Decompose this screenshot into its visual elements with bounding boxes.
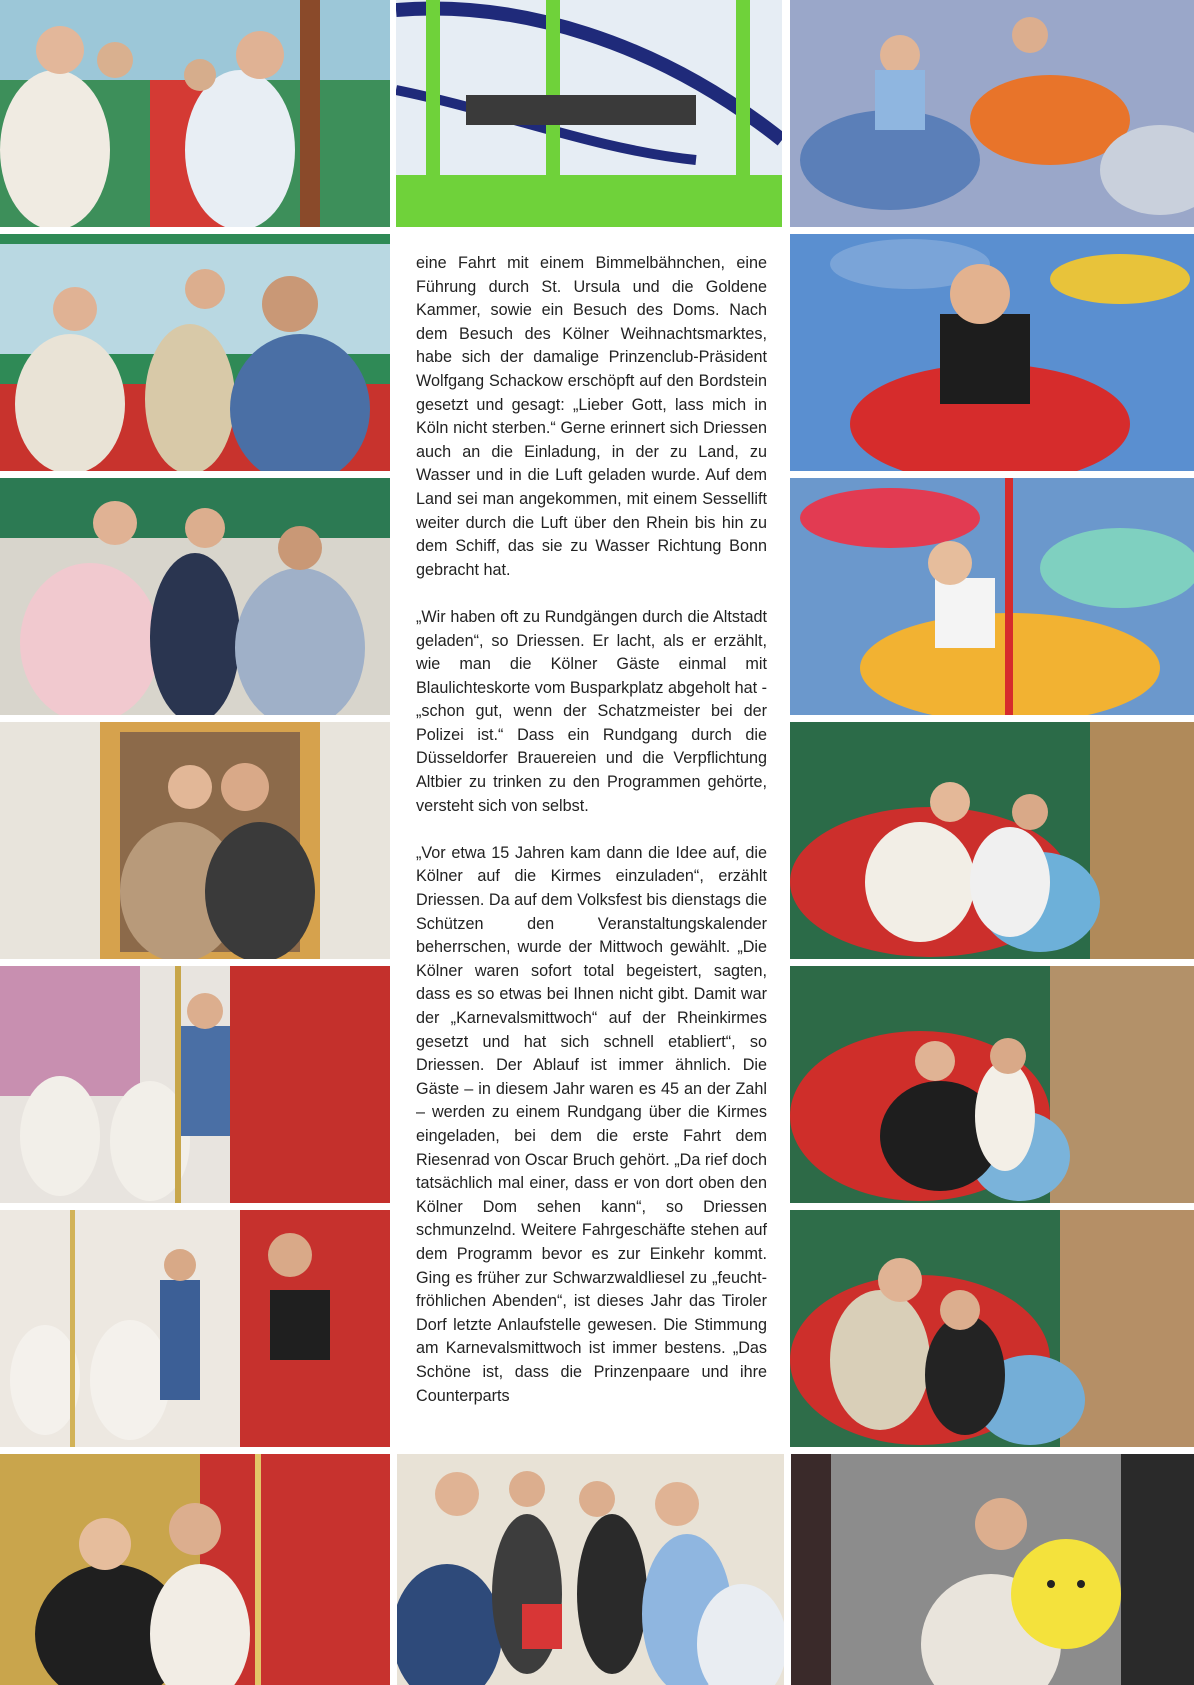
photo-bumper-car-driver-woman [790,478,1194,715]
photo-carousel-horses-group [0,1210,390,1447]
photo-image [790,1210,1194,1447]
photo-image [790,234,1194,471]
photo-swing-ride-men [790,1210,1194,1447]
photo-image [0,1210,390,1447]
article-paragraph-1: eine Fahrt mit einem Bimmelbähnchen, eine Führung durch St. Ursula und die Goldene Kammer, sowie ein Besuch des Doms. Nach dem Besuch des Kölner Weihnachtsmarktes, habe sich der damalige Prinzenclub-Präsident Wolfgang Schackow erschöpft auf den Bordstein gesetzt und gesagt: „Lieber Gott, lass mich in Köln nicht sterben.“ Gerne erinnert sich Driessen auch an die Einladung, in der zu Land, zu Wasser und in die Luft geladen wurde. Auf dem Land sei man angekommen, mit einem Sessellift weiter durch die Luft über den Rhein bis hin zu dem Schiff, das sie zu Wasser Richtung Bonn gebracht hat. [416,254,767,579]
photo-carousel-seat-couple [0,722,390,959]
photo-carousel-couple [0,1454,390,1685]
photo-image [397,1454,784,1685]
photo-image [396,0,782,227]
photo-bumper-cars-men [790,0,1194,227]
photo-image [790,722,1194,959]
photo-ferris-wheel-gondola-group [0,0,390,227]
photo-image [0,234,390,471]
photo-bumper-car-driver-man [790,234,1194,471]
photo-image [0,1454,390,1685]
photo-image [0,0,390,227]
photo-ferris-wheel-gondola-three-men [0,234,390,471]
photo-image [0,722,390,959]
photo-image [0,966,390,1203]
photo-image [791,1454,1194,1685]
article-body [416,252,767,1408]
photo-image [0,478,390,715]
photo-roller-coaster [396,0,782,227]
article-paragraph-3: „Vor etwa 15 Jahren kam dann die Idee auf, die Kölner auf die Kirmes einzuladen“, erzählt Driessen. Da auf dem Volksfest bis dienstags die Schützen den Veranstaltungskalender beherrschen, wurde der Mittwoch gewählt. „Die Kölner waren sofort total begeistert, sagten, dass es so etwas bei Ihnen nicht gibt. Damit war der „Karnevalsmittwoch“ auf der Rheinkirmes gesetzt und hat sich schnell etabliert“, so Driessen. Der Ablauf ist immer ähnlich. Die Gäste – in diesem Jahr waren es 45 an der Zahl – werden zu einem Rundgang über die Kirmes eingeladen, bei dem die erste Fahrt dem Riesenrad von Oscar Bruch gehört. „Da rief doch tatsächlich mal einer, dass er von dort oben den Kölner Dom sehen kann“, so Driessen schmunzelnd. Weitere Fahrgeschäfte stehen auf dem Programm bevor es zur Einkehr kommt. Ging es früher zur Schwarzwaldliesel zu „feucht-fröhlichen Abenden“, ist dieses Jahr das Tiroler Dorf letzte Anlaufstelle gewesen. Die Stimmung am Karnevalsmittwoch ist immer bestens. „Das Schöne ist, dass die Prinzenpaare und ihre Counterparts [416,843,767,1405]
photo-image [790,0,1194,227]
photo-group-with-bucket [397,1454,784,1685]
photo-carousel-horses-men [0,966,390,1203]
article-paragraph-2: „Wir haben oft zu Rundgängen durch die Altstadt geladen“, so Driessen. Er lacht, als er erzählt, wie man die Kölner Gäste einmal mit Blaulichteskorte vom Busparkplatz abgeholt hat - „schon gut, wenn der Schatzmeister bei der Polizei ist.“ Dass ein Rundgang durch die Düsseldorfer Brauereien und die Verpflichtung Altbier zu trinken zu den Programmen gehörte, versteht sich von selbst. [416,607,767,815]
photo-beer-garden-three-men [0,478,390,715]
photo-image [790,966,1194,1203]
photo-image [790,478,1194,715]
photo-swing-ride-couple [790,966,1194,1203]
photo-swing-ride-woman-group [790,722,1194,959]
photo-man-with-plush-toy [791,1454,1194,1685]
